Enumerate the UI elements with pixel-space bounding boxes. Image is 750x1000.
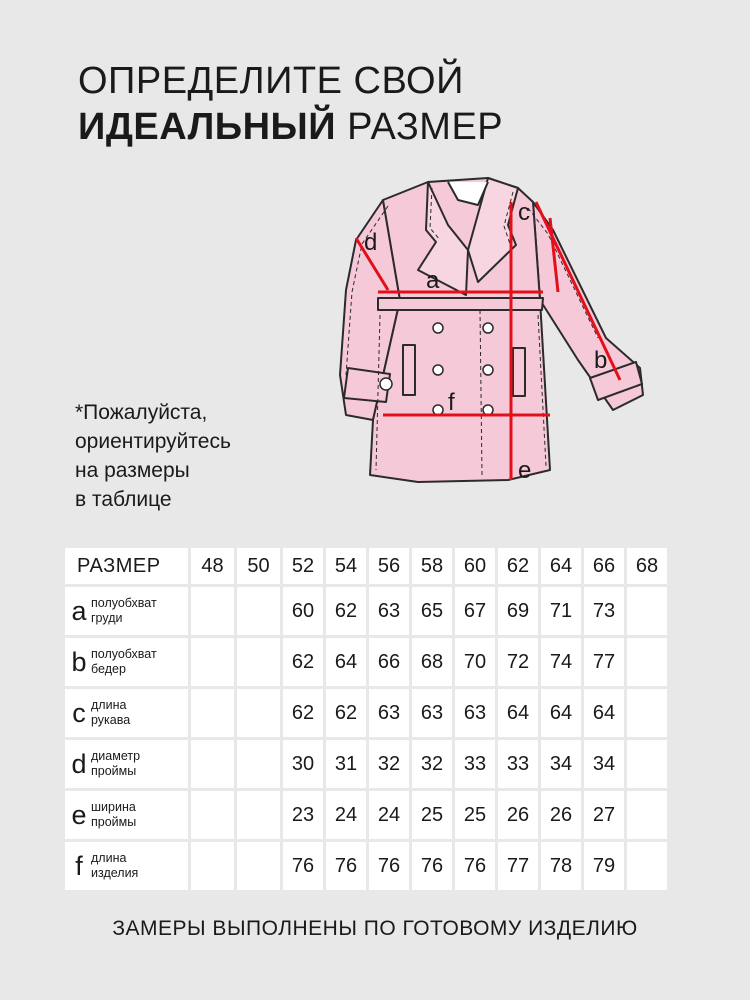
- row-label: [65, 638, 188, 686]
- waist-seam: [378, 298, 543, 310]
- size-header-cell: 52: [283, 548, 323, 584]
- row-letter: e: [71, 799, 87, 830]
- table-row: [65, 689, 667, 737]
- table-row: [65, 740, 667, 788]
- table-cell: [237, 638, 280, 686]
- row-label: [65, 587, 188, 635]
- table-cell: [191, 740, 234, 788]
- label-b: b: [594, 347, 608, 374]
- table-cell: 62: [326, 689, 366, 737]
- page-title: [78, 58, 503, 150]
- row-desc: длина: [91, 851, 127, 865]
- table-cell: 32: [369, 740, 409, 788]
- title-rest: РАЗМЕР: [336, 106, 504, 148]
- size-header-cell: 68: [627, 548, 667, 584]
- table-cell: 72: [498, 638, 538, 686]
- table-cell: 77: [498, 842, 538, 890]
- note-line: ориентируйтесь: [75, 430, 231, 453]
- size-header-cell: 50: [237, 548, 280, 584]
- row-desc: ширина: [91, 800, 136, 814]
- table-cell: [627, 689, 667, 737]
- table-cell: 65: [412, 587, 452, 635]
- table-cell: 76: [369, 842, 409, 890]
- table-cell: 26: [541, 791, 581, 839]
- size-header-cell: 60: [455, 548, 495, 584]
- table-cell: 32: [412, 740, 452, 788]
- row-letter: b: [71, 646, 87, 677]
- table-cell: 77: [584, 638, 624, 686]
- table-cell: 23: [283, 791, 323, 839]
- table-cell: 68: [412, 638, 452, 686]
- table-cell: 26: [498, 791, 538, 839]
- table-cell: 64: [498, 689, 538, 737]
- table-cell: 34: [541, 740, 581, 788]
- table-cell: 73: [584, 587, 624, 635]
- row-letter: c: [72, 697, 86, 728]
- table-cell: 64: [326, 638, 366, 686]
- title-bold-word: ИДЕАЛЬНЫЙ: [78, 106, 337, 148]
- table-cell: 31: [326, 740, 366, 788]
- row-letter: a: [71, 595, 87, 626]
- table-cell: 25: [455, 791, 495, 839]
- button: [483, 323, 493, 333]
- row-desc: груди: [91, 611, 123, 625]
- coat-diagram: [328, 170, 658, 490]
- table-row: [65, 842, 667, 890]
- table-cell: [191, 587, 234, 635]
- table-cell: [237, 842, 280, 890]
- table-cell: 63: [369, 587, 409, 635]
- label-a: a: [426, 267, 440, 294]
- row-letter: d: [71, 748, 87, 779]
- table-cell: 24: [369, 791, 409, 839]
- footer-note: ЗАМЕРЫ ВЫПОЛНЕНЫ ПО ГОТОВОМУ ИЗДЕЛИЮ: [112, 917, 638, 940]
- row-label: [65, 740, 188, 788]
- table-cell: [237, 791, 280, 839]
- table-cell: [237, 740, 280, 788]
- table-cell: [191, 638, 234, 686]
- note-line: в таблице: [75, 488, 172, 511]
- cuff-button: [380, 378, 392, 390]
- label-f: f: [448, 389, 455, 416]
- button: [433, 365, 443, 375]
- table-cell: 70: [455, 638, 495, 686]
- table-cell: 60: [283, 587, 323, 635]
- table-cell: 64: [584, 689, 624, 737]
- label-c: c: [518, 199, 530, 226]
- row-desc: длина: [91, 698, 127, 712]
- size-note: [75, 398, 305, 514]
- note-line: *Пожалуйста,: [75, 401, 208, 424]
- table-cell: 25: [412, 791, 452, 839]
- size-header-cell: 64: [541, 548, 581, 584]
- table-cell: 76: [412, 842, 452, 890]
- row-desc: проймы: [91, 764, 137, 778]
- table-cell: [627, 842, 667, 890]
- table-cell: 62: [283, 638, 323, 686]
- table-cell: [237, 689, 280, 737]
- table-cell: 64: [541, 689, 581, 737]
- table-row: [65, 638, 667, 686]
- size-header-row: [65, 548, 667, 584]
- table-cell: 79: [584, 842, 624, 890]
- table-cell: 63: [412, 689, 452, 737]
- table-cell: [627, 791, 667, 839]
- button: [483, 365, 493, 375]
- size-header-cell: 62: [498, 548, 538, 584]
- table-cell: [627, 638, 667, 686]
- button: [433, 323, 443, 333]
- table-cell: 76: [455, 842, 495, 890]
- title-line-1: ОПРЕДЕЛИТЕ СВОЙ: [78, 60, 464, 102]
- table-cell: [627, 740, 667, 788]
- table-cell: 76: [283, 842, 323, 890]
- size-header-cell: 54: [326, 548, 366, 584]
- row-desc: рукава: [91, 713, 131, 727]
- size-table: [62, 545, 670, 893]
- table-cell: 33: [498, 740, 538, 788]
- table-cell: 27: [584, 791, 624, 839]
- table-cell: [191, 791, 234, 839]
- size-header-cell: 58: [412, 548, 452, 584]
- left-pocket: [403, 345, 415, 395]
- row-desc: бедер: [91, 662, 126, 676]
- table-cell: 76: [326, 842, 366, 890]
- table-cell: 69: [498, 587, 538, 635]
- table-cell: 67: [455, 587, 495, 635]
- row-letter: f: [75, 850, 83, 881]
- table-row: [65, 587, 667, 635]
- table-cell: 63: [455, 689, 495, 737]
- size-header-cell: 48: [191, 548, 234, 584]
- right-pocket: [513, 348, 525, 396]
- row-desc: полуобхват: [91, 596, 157, 610]
- table-cell: 63: [369, 689, 409, 737]
- row-label: [65, 791, 188, 839]
- size-header-cell: 66: [584, 548, 624, 584]
- label-e: e: [518, 457, 532, 484]
- table-cell: 71: [541, 587, 581, 635]
- table-cell: [191, 842, 234, 890]
- row-desc: диаметр: [91, 749, 141, 763]
- size-header-label: РАЗМЕР: [65, 548, 188, 584]
- table-cell: 78: [541, 842, 581, 890]
- row-desc: изделия: [91, 866, 139, 880]
- table-cell: 34: [584, 740, 624, 788]
- size-header-cell: 56: [369, 548, 409, 584]
- table-cell: 24: [326, 791, 366, 839]
- row-desc: полуобхват: [91, 647, 157, 661]
- table-cell: 30: [283, 740, 323, 788]
- table-row: [65, 791, 667, 839]
- table-cell: 62: [283, 689, 323, 737]
- table-cell: 66: [369, 638, 409, 686]
- label-d: d: [364, 229, 378, 256]
- table-cell: [237, 587, 280, 635]
- table-cell: 74: [541, 638, 581, 686]
- table-cell: [191, 689, 234, 737]
- row-label: [65, 689, 188, 737]
- row-label: [65, 842, 188, 890]
- note-line: на размеры: [75, 459, 190, 482]
- table-cell: [627, 587, 667, 635]
- table-cell: 62: [326, 587, 366, 635]
- table-cell: 33: [455, 740, 495, 788]
- row-desc: проймы: [91, 815, 137, 829]
